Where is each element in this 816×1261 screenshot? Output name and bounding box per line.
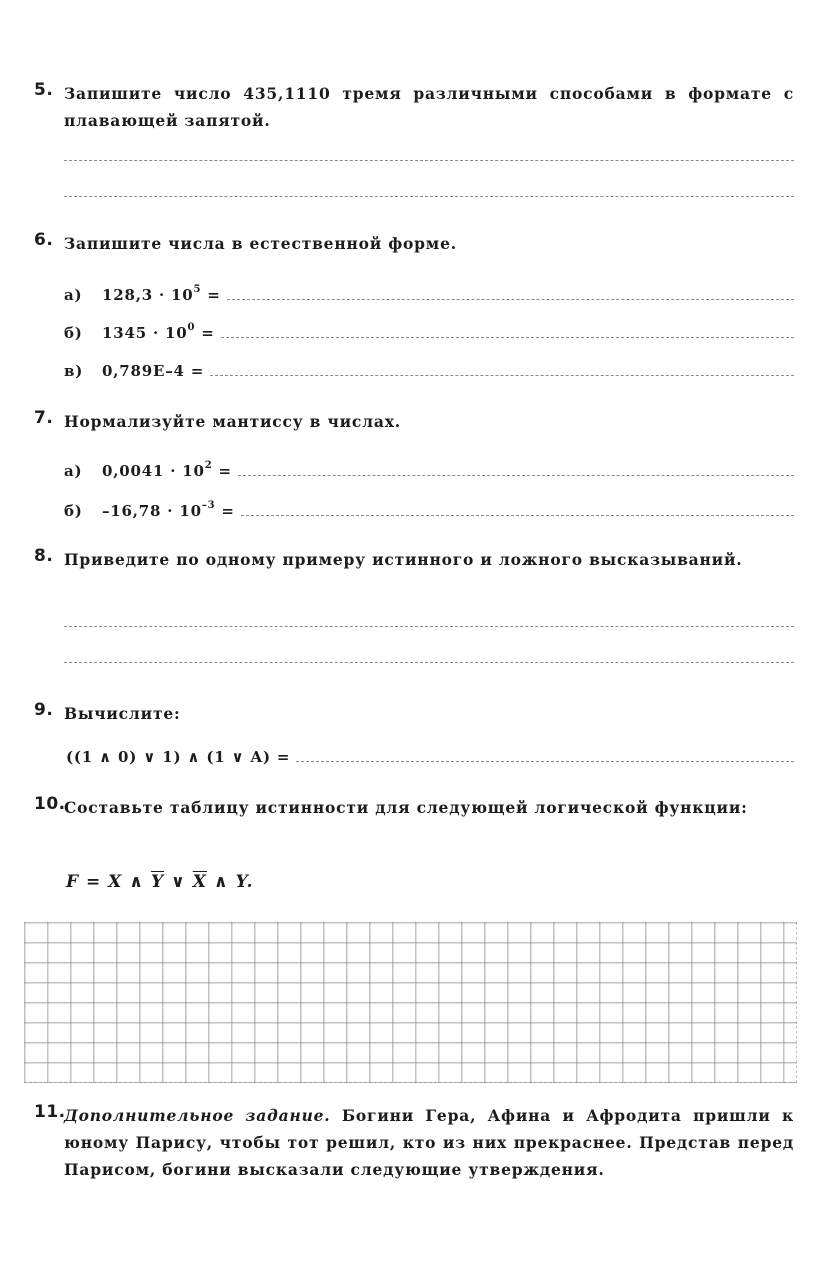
- task-text: Приведите по одному примеру истинного и ложного высказываний.: [64, 550, 743, 569]
- answer-line[interactable]: [238, 475, 794, 476]
- task-10: [34, 794, 794, 821]
- task-5: [34, 80, 794, 134]
- task-number: 7.: [34, 408, 54, 428]
- logic-expression: ((1 ∧ 0) ∨ 1) ∧ (1 ∨ A) =: [66, 748, 291, 766]
- task-text: Вычислите:: [64, 704, 181, 723]
- task-9: [34, 700, 794, 727]
- item-expression: $128,3 \cdot 10^5$ =: [102, 284, 221, 304]
- task-number: 10.: [34, 794, 66, 814]
- task-text: Запишите числа в естественной форме.: [64, 234, 457, 253]
- task-7-item-a: [64, 456, 794, 480]
- answer-line[interactable]: [64, 662, 794, 663]
- truth-table-grid[interactable]: [24, 922, 797, 1083]
- item-label: а): [64, 286, 83, 304]
- item-label: а): [64, 462, 83, 480]
- task-number: 6.: [34, 230, 54, 250]
- task-body: Богини Гера, Афина и Афродита пришли к юному Парису, чтобы тот решил, кто из них прекраснее. Представ перед Парисом, богини высказали следующие утверждения.: [64, 1106, 794, 1179]
- task-text: Запишите число 435,1110 тремя различными способами в формате с плавающей запятой.: [64, 84, 794, 130]
- task-11: [34, 1102, 794, 1183]
- task-text: Составьте таблицу истинности для следующей логической функции:: [64, 798, 748, 817]
- task-text: [64, 1102, 794, 1183]
- task-6-item-b: [64, 318, 794, 342]
- task-6: [34, 230, 794, 257]
- task-6-item-c: [64, 356, 794, 380]
- answer-line[interactable]: [64, 196, 794, 197]
- item-expression: $1345 \cdot 10^0$ =: [102, 322, 215, 342]
- task-lead: Дополнительное задание.: [64, 1106, 331, 1125]
- answer-line[interactable]: [221, 337, 794, 338]
- answer-line[interactable]: [64, 160, 794, 161]
- answer-line[interactable]: [241, 515, 794, 516]
- answer-line[interactable]: [296, 761, 794, 762]
- item-expression: $0,0041 \cdot 10^2$ =: [102, 460, 232, 480]
- task-7-item-b: [64, 496, 794, 520]
- task-8: [34, 546, 794, 573]
- task-number: 8.: [34, 546, 54, 566]
- task-number: 11.: [34, 1102, 66, 1122]
- task-9-expression-row: [66, 742, 794, 766]
- task-text: Нормализуйте мантиссу в числах.: [64, 412, 401, 431]
- logic-function-formula: F = X ∧ $\overline{Y}$ ∨ $\overline{X}$ ∧ Y.: [66, 872, 254, 892]
- task-6-item-a: [64, 280, 794, 304]
- task-number: 9.: [34, 700, 54, 720]
- item-expression: $-16,78 \cdot 10^{-3}$ =: [102, 500, 235, 520]
- answer-line[interactable]: [64, 626, 794, 627]
- item-label: б): [64, 502, 83, 520]
- answer-line[interactable]: [210, 375, 794, 376]
- item-expression: 0,789E–4 =: [102, 362, 205, 380]
- item-label: б): [64, 324, 83, 342]
- item-label: в): [64, 362, 84, 380]
- task-number: 5.: [34, 80, 54, 100]
- answer-line[interactable]: [227, 299, 794, 300]
- task-7: [34, 408, 794, 435]
